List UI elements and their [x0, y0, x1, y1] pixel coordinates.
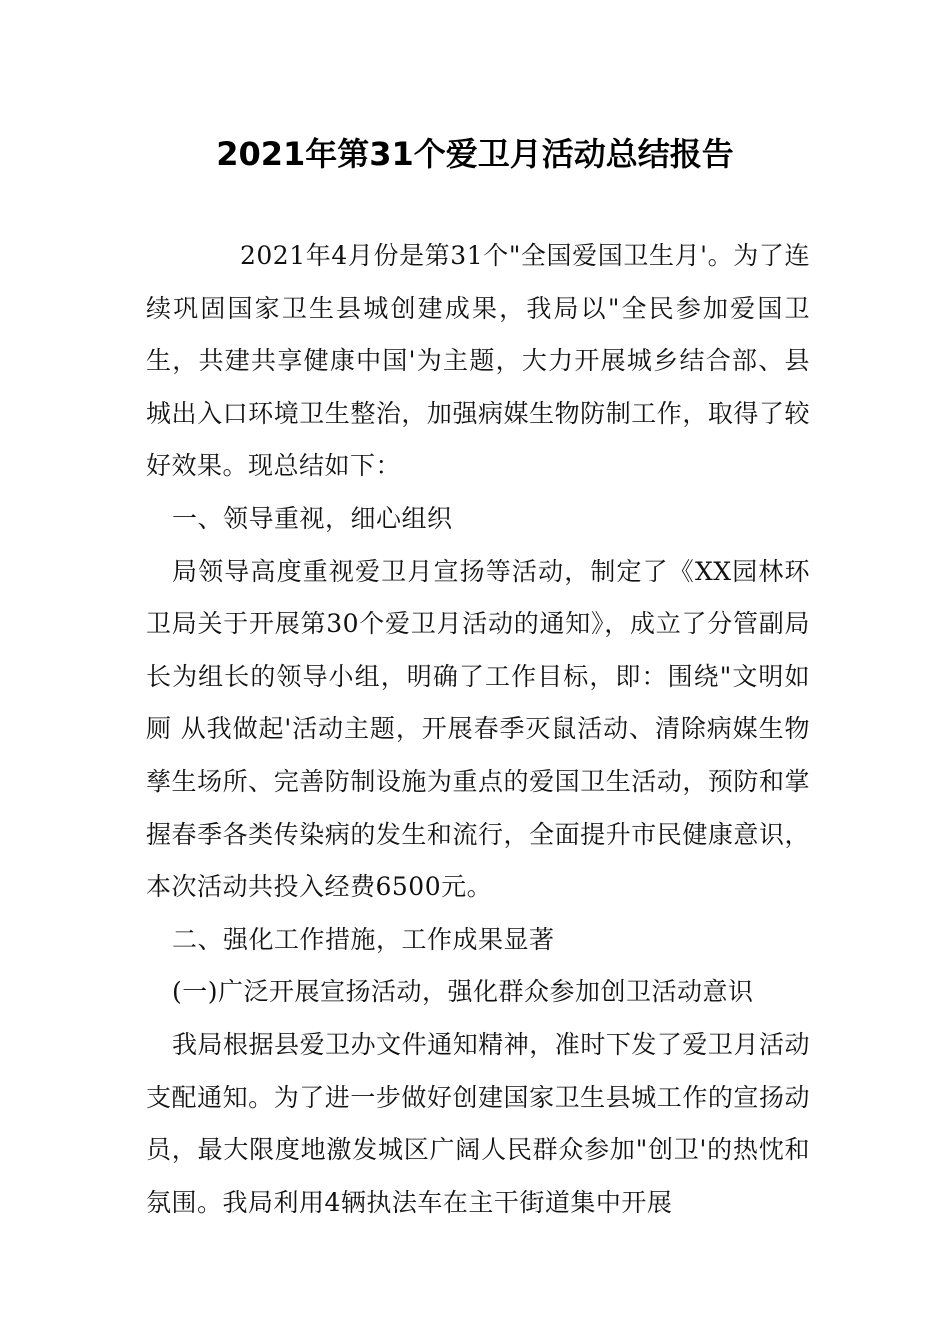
document-title: 2021年第31个爱卫月活动总结报告 [216, 135, 734, 173]
paragraph-subsection-1: 我局根据县爱卫办文件通知精神，准时下发了爱卫月活动支配通知。为了进一步做好创建国家卫生县城工作的宣扬动员，最大限度地激发城区广阔人民群众参加"创卫'的热忱和氛围。我局利用4辆执法车在主干街道集中开展 [146, 1029, 810, 1217]
paragraph-section-1: 局领导高度重视爱卫月宣扬等活动，制定了《XX园林环卫局关于开展第30个爱卫月活动的通知》，成立了分管副局长为组长的领导小组，明确了工作目标，即：围绕"文明如厕 从我做起'活动主题，开展春季灭鼠活动、清除病媒生物孳生场所、完善防制设施为重点的爱国卫生活动，预防和掌握春季各类传染病的发生和流行，全面提升市民健康意识，本次活动共投入经费6500元。 [146, 556, 810, 902]
section-heading-2: 二、强化工作措施，工作成果显著 [172, 924, 555, 954]
paragraph-intro: 2021年4月份是第31个"全国爱国卫生月'。为了连续巩固国家卫生县城创建成果，我局以"全民参加爱国卫生，共建共享健康中国'为主题，大力开展城乡结合部、县城出入口环境卫生整治，加强病媒生物防制工作，取得了较好效果。现总结如下： [146, 241, 810, 481]
section-heading-1: 一、领导重视，细心组织 [172, 503, 453, 533]
subsection-heading-1: (一)广泛开展宣扬活动，强化群众参加创卫活动意识 [172, 977, 754, 1007]
document-body [146, 230, 810, 1229]
